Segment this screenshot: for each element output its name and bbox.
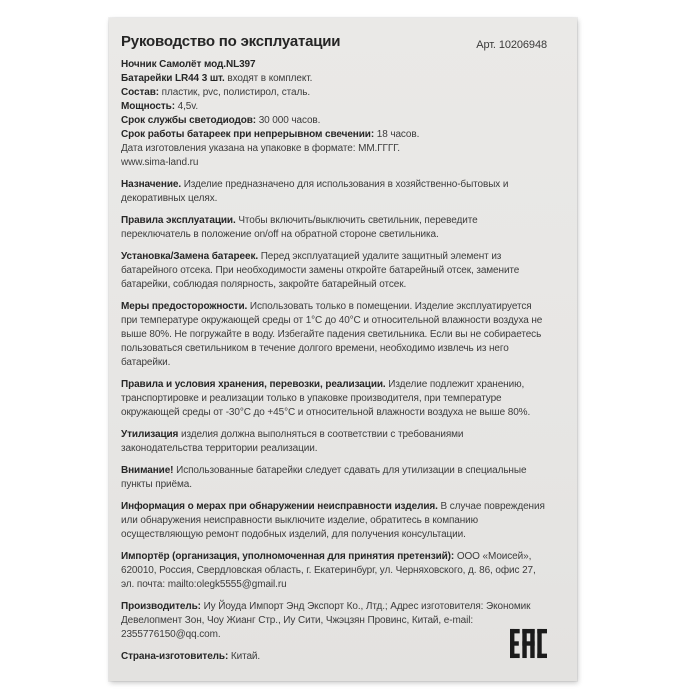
spec-row-batteries <box>121 72 547 86</box>
paragraph-text: Использованные батарейки следует сдавать для утилизации в специальные пункты приёма. <box>121 465 527 490</box>
product-spec-list <box>121 58 547 170</box>
paragraph-heading: Внимание! <box>121 465 174 476</box>
paragraph-heading: Импортёр (организация, уполномоченная для принятия претензий): <box>121 551 455 562</box>
spec-row-production-date <box>121 142 547 156</box>
spec-value: 4,5v. <box>174 101 199 112</box>
paragraph-manufacturer <box>121 600 547 642</box>
paragraph-importer <box>121 550 547 592</box>
spec-row-model <box>121 58 547 72</box>
spec-label: Батарейки LR44 3 шт. <box>121 73 225 84</box>
spec-row-website <box>121 156 547 170</box>
spec-value: 18 часов. <box>374 129 420 140</box>
paragraph-heading: Правила и условия хранения, перевозки, реализации. <box>121 379 386 390</box>
paragraph-heading: Информация о мерах при обнаружении неисправности изделия. <box>121 501 438 512</box>
page-title: Руководство по эксплуатации <box>121 33 341 50</box>
website-text: www.sima-land.ru <box>121 157 199 168</box>
spec-value: 30 000 часов. <box>256 115 321 126</box>
paragraph-text: Изделие подлежит хранению, транспортировке и реализации только в упаковке производителя, при температуре окружающей среды от -30°С до +45°С и относительной влажности воздуха не выше 80%. <box>121 379 531 418</box>
paragraph-disposal <box>121 428 547 456</box>
paragraph-country <box>121 650 547 664</box>
paragraph-heading: Установка/Замена батареек. <box>121 251 259 262</box>
spec-label: Срок работы батареек при непрерывном свечении: <box>121 129 375 140</box>
paragraph-text: изделия должна выполняться в соответствии с требованиями законодательства территории реализации. <box>121 429 464 454</box>
paragraph-purpose <box>121 178 547 206</box>
paragraph-text: ООО «Моисей», 620010, Россия, Свердловская область, г. Екатеринбург, ул. Черняховского, д. 86, офис 27, эл. почта: mailto:olegk5555@gmail.ru <box>121 551 536 590</box>
paragraph-storage-rules <box>121 378 547 420</box>
spec-label: Мощность: <box>121 101 175 112</box>
paragraph-heading: Страна-изготовитель: <box>121 651 229 662</box>
paragraph-operation-rules <box>121 214 547 242</box>
spec-row-battery-life <box>121 128 547 142</box>
article-number: Арт. 10206948 <box>476 39 547 51</box>
paragraph-text: В случае повреждения или обнаружения неисправности выключите изделие, обратитесь в компанию осуществляющую ремонт подобных изделий, для получения консультации. <box>121 501 545 540</box>
eac-conformity-mark-icon <box>510 626 547 661</box>
spec-row-led-life <box>121 114 547 128</box>
paragraph-heading: Производитель: <box>121 601 201 612</box>
spec-row-power <box>121 100 547 114</box>
paragraph-text: Использовать только в помещении. Изделие эксплуатируется при температуре окружающей среды от 1°С до 40°С и относительной влажности воздуха не выше 80%. Не погружайте в воду. Избегайте падения светильника. Если вы не собираетесь пользоваться светильником в течение долгого времени, необходимо извлечь из него батарейки. <box>121 301 543 368</box>
paragraph-battery-install <box>121 250 547 292</box>
paragraph-text: Изделие предназначено для использования в хозяйственно-бытовых и декоративных целях. <box>121 179 509 204</box>
document-header <box>121 32 547 52</box>
spec-value: входят в комплект. <box>224 73 313 84</box>
paragraph-text: Перед эксплуатацией удалите защитный элемент из батарейного отсека. При необходимости замены откройте батарейный отсек, замените батарейки, соблюдая полярность, закройте батарейный отсек. <box>121 251 520 290</box>
spec-label: Срок службы светодиодов: <box>121 115 257 126</box>
spec-label: Состав: <box>121 87 159 98</box>
paragraph-malfunction-info <box>121 500 547 542</box>
paragraph-warning <box>121 464 547 492</box>
paragraph-text: Чтобы включить/выключить светильник, переведите переключатель в положение on/off на обратной стороне светильника. <box>121 215 478 240</box>
spec-value: пластик, pvc, полистирол, сталь. <box>159 87 310 98</box>
paragraph-text: Китай. <box>228 651 261 662</box>
instruction-manual-page <box>109 18 577 681</box>
paragraph-text: Иу Йоуда Импорт Энд Экспорт Ко., Лтд.; Адрес изготовителя: Экономик Девелопмент Зон, Чоу Жианг Стр., Иу Сити, Чжэцзян Провинс, Китай, e-mail: 2355776150@qq.com. <box>121 601 531 640</box>
spec-value: Дата изготовления указана на упаковке в формате: ММ.ГГГГ. <box>121 143 400 154</box>
paragraph-heading: Правила эксплуатации. <box>121 215 236 226</box>
paragraph-precautions <box>121 300 547 370</box>
paragraph-heading: Утилизация <box>121 429 179 440</box>
spec-label: Ночник Самолёт мод.NL397 <box>121 59 256 70</box>
paragraph-heading: Меры предосторожности. <box>121 301 248 312</box>
spec-row-composition <box>121 86 547 100</box>
paragraph-heading: Назначение. <box>121 179 182 190</box>
